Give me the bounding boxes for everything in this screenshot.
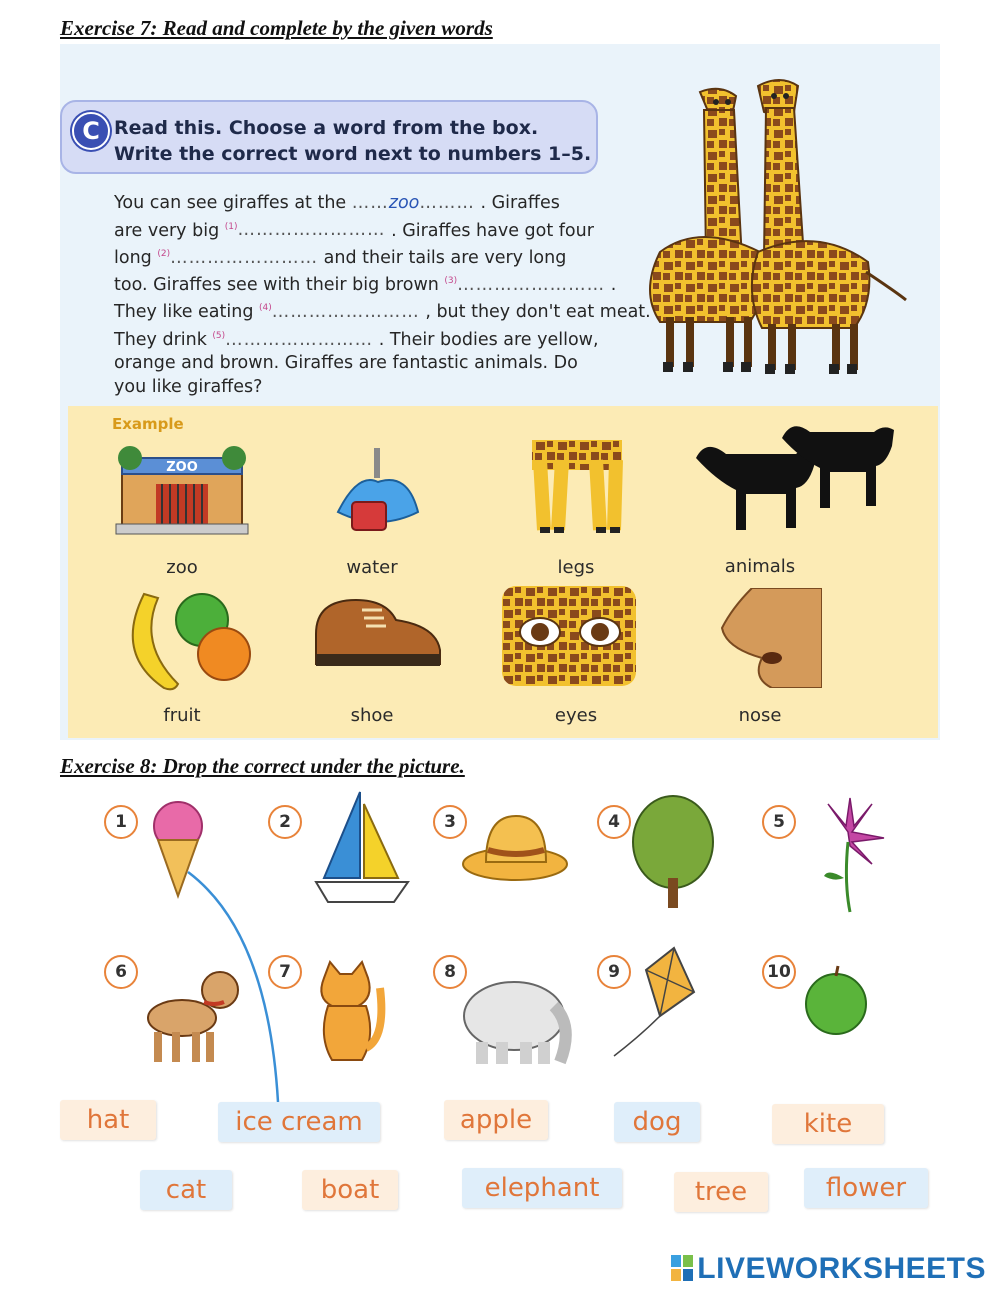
word-tag-boat[interactable]: boat (302, 1170, 398, 1210)
word-tag-ice-cream[interactable]: ice cream (218, 1102, 380, 1142)
blank-number-1: (1) (224, 221, 238, 232)
answer-blank-4[interactable]: …………………… (271, 302, 420, 323)
story-text: They drink (114, 329, 213, 350)
answer-blank-3[interactable]: …………………… (457, 274, 606, 295)
picture-number-5: 5 (762, 805, 796, 839)
exercise-7-title: Exercise 7: Read and complete by the given words (60, 16, 493, 40)
word-nose: nose (738, 705, 782, 726)
fruit-picture (124, 584, 254, 694)
flower-picture (808, 796, 888, 914)
blank-number-4: (4) (259, 303, 272, 314)
instruction-line-2: Write the correct word next to numbers 1–5. (114, 143, 592, 165)
word-legs: legs (557, 557, 595, 578)
word-tag-flower[interactable]: flower (804, 1168, 928, 1208)
exercise-8-title: Exercise 8: Drop the correct under the picture. (60, 754, 465, 778)
eyes-picture (502, 586, 636, 686)
elephant-picture (458, 966, 584, 1066)
picture-number-7: 7 (268, 955, 302, 989)
svg-text:ZOO: ZOO (166, 460, 198, 475)
word-tag-hat[interactable]: hat (60, 1100, 156, 1140)
story-text: you like giraffes? (114, 376, 263, 397)
word-eyes: eyes (554, 705, 598, 726)
picture-number-10: 10 (762, 955, 796, 989)
boat-picture (312, 788, 412, 910)
cat-picture (314, 958, 386, 1066)
story-text: , but they don't eat meat. (419, 302, 651, 323)
example-connector-line (180, 870, 290, 1106)
blank-number-5: (5) (212, 330, 226, 341)
water-picture (318, 442, 428, 542)
picture-number-2: 2 (268, 805, 302, 839)
word-water: water (346, 557, 398, 578)
giraffes-illustration (640, 62, 920, 382)
example-answer: zoo (388, 193, 420, 213)
blank-number-2: (2) (157, 248, 171, 259)
hat-picture (460, 808, 570, 888)
story-text: are very big (114, 220, 225, 241)
shoe-picture (312, 594, 442, 674)
word-shoe: shoe (350, 705, 394, 726)
story-text: orange and brown. Giraffes are fantastic animals. Do (114, 353, 578, 374)
animals-picture (686, 418, 906, 538)
picture-number-9: 9 (597, 955, 631, 989)
logo-text: LIVEWORKSHEETS (697, 1252, 986, 1285)
story-text: You can see giraffes at the (114, 193, 352, 213)
word-tag-kite[interactable]: kite (772, 1104, 884, 1144)
zoo-gate-picture (112, 440, 252, 540)
word-fruit: fruit (163, 705, 201, 726)
section-badge: C (72, 112, 110, 150)
instruction-line-1: Read this. Choose a word from the box. (114, 117, 539, 139)
picture-number-6: 6 (104, 955, 138, 989)
story-text: . (605, 274, 617, 295)
example-blank: ……zoo……… (351, 193, 475, 213)
answer-blank-5[interactable]: …………………… (225, 329, 374, 350)
answer-blank-1[interactable]: …………………… (237, 220, 386, 241)
word-tag-dog[interactable]: dog (614, 1102, 700, 1142)
story-text: . Giraffes have got four (385, 220, 594, 241)
reading-passage (114, 192, 674, 399)
picture-number-4: 4 (597, 805, 631, 839)
story-text: long (114, 247, 158, 268)
word-tag-elephant[interactable]: elephant (462, 1168, 622, 1208)
word-tag-cat[interactable]: cat (140, 1170, 232, 1210)
liveworksheets-logo (671, 1252, 986, 1286)
tree-picture (630, 794, 716, 910)
answer-blank-2[interactable]: …………………… (170, 247, 319, 268)
liveworksheets-logo-icon (671, 1255, 693, 1281)
blank-number-3: (3) (444, 276, 458, 287)
picture-number-1: 1 (104, 805, 138, 839)
story-text: and their tails are very long (318, 247, 567, 268)
kite-picture (606, 944, 696, 1064)
picture-number-3: 3 (433, 805, 467, 839)
story-text: They like eating (114, 302, 260, 323)
word-tag-tree[interactable]: tree (674, 1172, 768, 1212)
story-text: too. Giraffes see with their big brown (114, 274, 445, 295)
picture-number-8: 8 (433, 955, 467, 989)
legs-picture (512, 440, 642, 540)
apple-picture (802, 964, 872, 1036)
word-zoo: zoo (166, 557, 198, 578)
story-text: . Giraffes (474, 193, 560, 213)
story-text: . Their bodies are yellow, (373, 329, 599, 350)
nose-picture (712, 588, 822, 688)
example-label: Example (112, 415, 184, 433)
word-animals: animals (724, 556, 796, 577)
word-tag-apple[interactable]: apple (444, 1100, 548, 1140)
